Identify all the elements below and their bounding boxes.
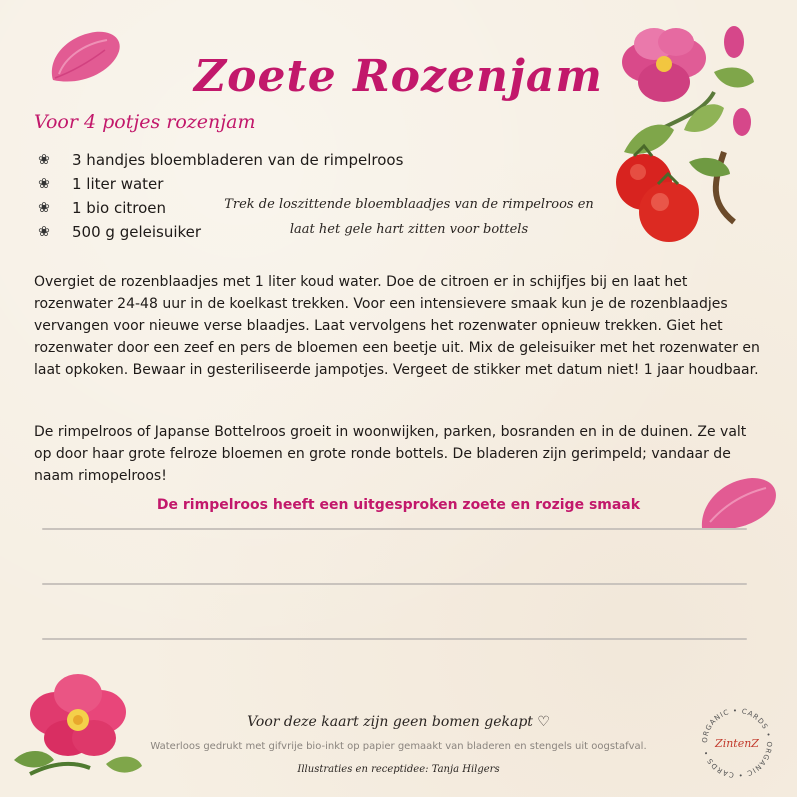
logo-ring-text: ORGANIC • CARDS • ORGANIC • CARDS • <box>700 706 774 780</box>
list-item <box>34 148 403 172</box>
writing-line <box>42 638 747 640</box>
ingredient-text: 1 bio citroen <box>72 199 166 217</box>
footer-print-info: Waterloos gedrukt met gifvrije bio-inkt op papier gemaakt van bladeren en stengels uit oogstafval. <box>150 741 647 752</box>
recipe-subtitle: Voor 4 potjes rozenjam <box>34 111 256 133</box>
logo-name: ZintenZ <box>715 737 759 750</box>
writing-line <box>42 583 747 585</box>
ingredient-text: 500 g geleisuiker <box>72 223 202 241</box>
writing-line <box>42 528 747 530</box>
description-paragraph: De rimpelroos of Japanse Bottelroos groeit in woonwijken, parken, bosranden en in de duinen. Ze valt op door haar grote felroze bloemen en grote ronde bottels. De bladeren zijn gerimpeld; vandaar de naam rimopelroos! <box>34 424 747 484</box>
flower-bullet-icon: ❀ <box>38 152 50 168</box>
ingredient-text: 3 handjes bloembladeren van de rimpelroos <box>72 151 404 169</box>
page-title: Zoete Rozenjam <box>194 51 603 103</box>
footer-tagline: Voor deze kaart zijn geen bomen gekapt ♡ <box>247 714 550 730</box>
flower-bullet-icon: ❀ <box>38 200 50 216</box>
zintenz-logo <box>697 703 777 783</box>
rose-hip-illustration <box>594 12 764 262</box>
ingredient-text: 1 liter water <box>72 175 164 193</box>
highlight-text: De rimpelroos heeft een uitgesproken zoete en rozige smaak <box>156 497 641 513</box>
flower-bullet-icon: ❀ <box>38 224 50 240</box>
side-note: Trek de loszittende bloemblaadjes van de rimpelroos en laat het gele hart zitten voor bottels <box>224 197 594 237</box>
instructions-paragraph: Overgiet de rozenblaadjes met 1 liter koud water. Doe de citroen er in schijfjes bij en laat het rozenwater 24-48 uur in de koelkast trekken. Voor een intensievere smaak kun je de rozenblaadjes vervangen voor nieuwe verse blaadjes. Laat vervolgens het rozenwater opnieuw trekken. Giet het rozenwater door een zeef en pers de bloemen een beetje uit. Mix de geleisuiker met het rozenwater en laat opkoken. Bewaar in gesteriliseerde jampotjes. Vergeet de stikker met datum niet! 1 jaar houdbaar. <box>34 274 760 378</box>
flower-bullet-icon: ❀ <box>38 176 50 192</box>
footer-credits: Illustraties en receptidee: Tanja Hilgers <box>297 764 500 775</box>
